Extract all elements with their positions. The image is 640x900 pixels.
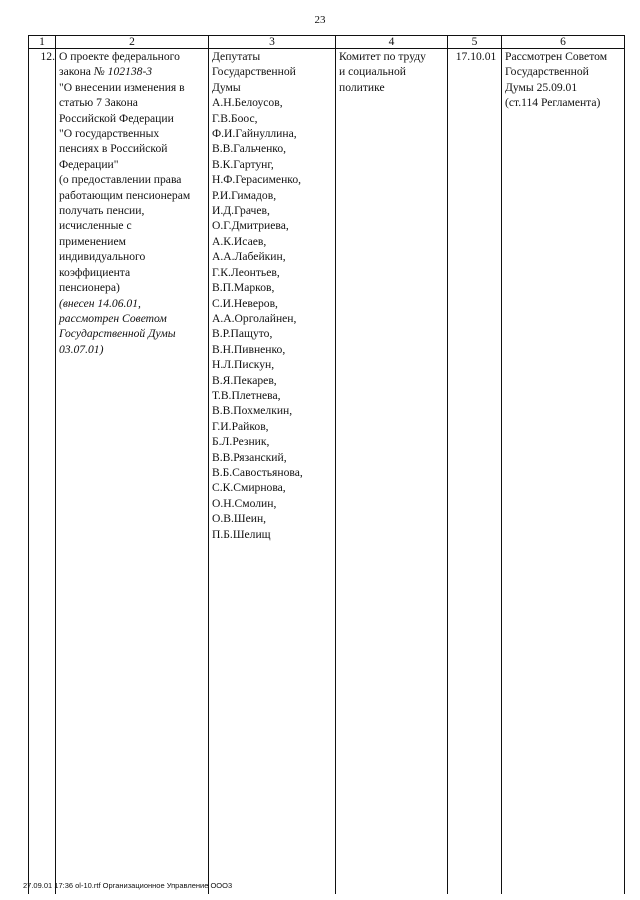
bill-title-line: пенсиях в Российской bbox=[59, 142, 168, 156]
bill-title-line: рассмотрен Советом bbox=[59, 311, 167, 325]
author-line: В.В.Рязанский, bbox=[212, 450, 287, 464]
author-line: И.Д.Грачев, bbox=[212, 204, 270, 218]
column-header-5: 5 bbox=[448, 36, 502, 49]
author-line: О.В.Шеин, bbox=[212, 512, 267, 526]
author-line: В.В.Гальченко, bbox=[212, 142, 287, 156]
table-row bbox=[29, 49, 625, 894]
bill-title-line: пенсионера) bbox=[59, 281, 120, 295]
bill-title-line: О проекте федерального bbox=[59, 50, 180, 63]
bill-title-line bbox=[59, 64, 208, 79]
bill-title-line: коэффициента bbox=[59, 265, 131, 279]
author-line: Государственной bbox=[212, 65, 296, 79]
author-line: Н.Ф.Герасименко, bbox=[212, 173, 302, 187]
bill-title-line: Государственной Думы bbox=[59, 327, 176, 341]
committee-line: политике bbox=[339, 80, 385, 94]
status-cell bbox=[502, 49, 625, 894]
column-header-4: 4 bbox=[336, 36, 448, 49]
author-line: В.П.Марков, bbox=[212, 281, 275, 295]
author-line: Депутаты bbox=[212, 50, 261, 63]
bill-title-line: статью 7 Закона bbox=[59, 96, 138, 110]
column-header-2: 2 bbox=[56, 36, 209, 49]
header-row bbox=[29, 36, 625, 49]
author-line: В.Б.Савостьянова, bbox=[212, 465, 303, 479]
author-line: С.И.Неверов, bbox=[212, 296, 278, 310]
column-header-1: 1 bbox=[29, 36, 56, 49]
registry-table bbox=[28, 35, 625, 894]
authors-cell bbox=[209, 49, 336, 894]
author-line: В.Р.Пащуто, bbox=[212, 327, 273, 341]
author-line: Ф.И.Гайнуллина, bbox=[212, 127, 297, 141]
bill-title-line: "О внесении изменения в bbox=[59, 80, 185, 94]
author-line: Г.К.Леонтьев, bbox=[212, 265, 280, 279]
author-line: В.Я.Пекарев, bbox=[212, 373, 277, 387]
bill-title-text: закона bbox=[59, 65, 94, 79]
status-line: (ст.114 Регламента) bbox=[505, 96, 601, 110]
author-line: В.В.Похмелкин, bbox=[212, 404, 293, 418]
date-cell: 17.10.01 bbox=[448, 49, 502, 894]
author-line: А.А.Лабейкин, bbox=[212, 250, 286, 264]
author-line: А.А.Орголайнен, bbox=[212, 311, 297, 325]
column-header-3: 3 bbox=[209, 36, 336, 49]
bill-title-line: работающим пенсионерам bbox=[59, 188, 191, 202]
row-number: 12. bbox=[29, 49, 56, 894]
author-line: В.Н.Пивненко, bbox=[212, 342, 286, 356]
status-line: Думы 25.09.01 bbox=[505, 80, 578, 94]
author-line: Р.И.Гимадов, bbox=[212, 188, 277, 202]
bill-title-line: 03.07.01) bbox=[59, 342, 104, 356]
bill-title-line: индивидуального bbox=[59, 250, 146, 264]
author-line: П.Б.Шелищ bbox=[212, 527, 271, 541]
bill-number: № 102138-3 bbox=[93, 65, 153, 79]
author-line: О.Г.Дмитриева, bbox=[212, 219, 289, 233]
status-line: Рассмотрен Советом bbox=[505, 50, 608, 63]
author-line: Г.В.Боос, bbox=[212, 111, 258, 125]
author-line: Думы bbox=[212, 80, 241, 94]
bill-title-line: (о предоставлении права bbox=[59, 173, 182, 187]
bill-title-line: применением bbox=[59, 234, 126, 248]
bill-title-line: Российской Федерации bbox=[59, 111, 174, 125]
column-header-6: 6 bbox=[502, 36, 625, 49]
page-number: 23 bbox=[314, 14, 326, 26]
bill-title-line: исчисленные с bbox=[59, 219, 132, 233]
author-line: В.К.Гартунг, bbox=[212, 157, 274, 171]
author-line: Б.Л.Резник, bbox=[212, 435, 270, 449]
committee-line: и социальной bbox=[339, 65, 406, 79]
author-line: С.К.Смирнова, bbox=[212, 481, 286, 495]
author-line: Т.В.Плетнева, bbox=[212, 388, 281, 402]
author-line: А.Н.Белоусов, bbox=[212, 96, 283, 110]
committee-cell bbox=[336, 49, 448, 894]
bill-title-line: "О государственных bbox=[59, 127, 160, 141]
footer-note: 27.09.01 17:36 ol-10.rtf Организационное Управление ООО3 bbox=[23, 881, 233, 890]
bill-title-line: Федерации" bbox=[59, 157, 119, 171]
status-line: Государственной bbox=[505, 65, 589, 79]
author-line: О.Н.Смолин, bbox=[212, 496, 277, 510]
author-line: А.К.Исаев, bbox=[212, 234, 267, 248]
author-line: Н.Л.Пискун, bbox=[212, 358, 275, 372]
bill-title-line: (внесен 14.06.01, bbox=[59, 296, 141, 310]
committee-line: Комитет по труду bbox=[339, 50, 426, 63]
bill-title-cell bbox=[56, 49, 209, 894]
bill-title-line: получать пенсии, bbox=[59, 204, 145, 218]
author-line: Г.И.Райков, bbox=[212, 419, 269, 433]
